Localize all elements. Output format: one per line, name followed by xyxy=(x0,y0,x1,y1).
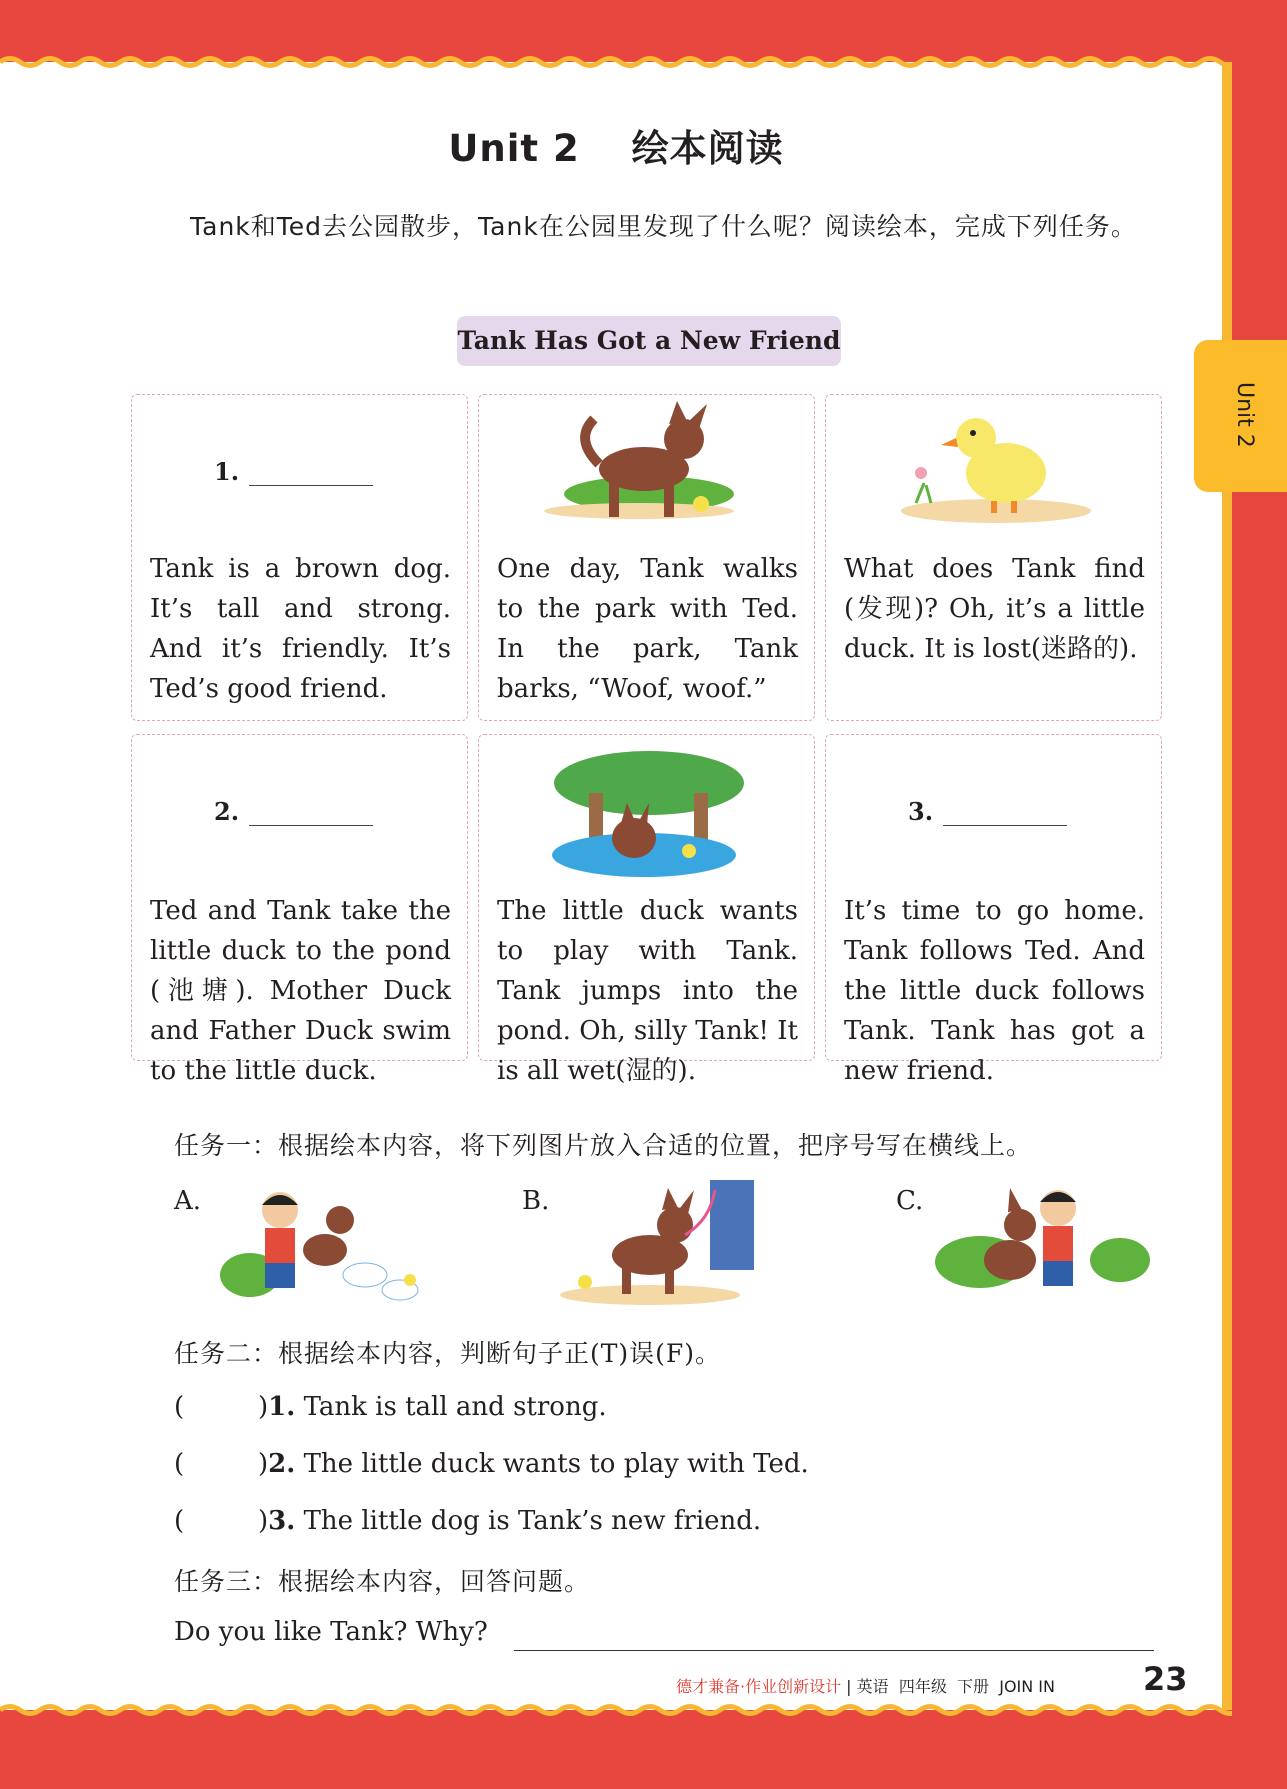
intro-text: Tank和Ted去公园散步，Tank在公园里发现了什么呢？阅读绘本，完成下列任务。 xyxy=(190,212,1137,241)
question-text: Do you like Tank? Why? xyxy=(174,1617,488,1647)
duck-illustration xyxy=(886,403,1096,533)
panel-text: Ted and Tank take the little duck to the pond (池塘). Mother Duck and Father Duck swim to the little duck. xyxy=(150,896,451,1086)
blank-1 xyxy=(214,457,373,486)
tf-answer-blank[interactable]: ( xyxy=(174,1449,185,1479)
tf-item-1: ( )1. Tank is tall and strong. xyxy=(174,1392,607,1422)
tf-item-2: ( )2. The little duck wants to play with Ted. xyxy=(174,1449,809,1479)
footer-grade: 四年级 xyxy=(898,1677,947,1696)
blank-3 xyxy=(908,797,1067,826)
answer-line[interactable] xyxy=(514,1650,1154,1651)
wavy-border-top xyxy=(0,55,1232,69)
story-panel-4 xyxy=(131,734,468,1086)
panel-text: One day, Tank walks to the park with Ted. In the park, Tank barks, “Woof, woof.” xyxy=(497,554,798,704)
page-title: Unit 2 绘本阅读 xyxy=(448,127,784,170)
tf-answer-blank[interactable]: ( xyxy=(174,1392,185,1422)
dog-barking-illustration xyxy=(539,399,739,529)
wavy-border-bottom xyxy=(0,1703,1232,1717)
panel-text: What does Tank find (发现)? Oh, it’s a little duck. It is lost(迷路的). xyxy=(844,554,1145,664)
task-3-instruction: 任务三：根据绘本内容，回答问题。 xyxy=(174,1567,591,1596)
task-1-instruction: 任务一：根据绘本内容，将下列图片放入合适的位置，把序号写在横线上。 xyxy=(174,1131,1033,1160)
footer-brand: 德才兼备·作业创新设计 xyxy=(676,1677,842,1696)
dog-in-pond-illustration xyxy=(549,743,749,883)
footer: 德才兼备·作业创新设计 | 英语 四年级 下册 JOIN IN xyxy=(676,1677,1055,1696)
blank-2 xyxy=(214,797,373,826)
story-panel-6 xyxy=(825,734,1162,1086)
tf-item-3: ( )3. The little dog is Tank’s new friend. xyxy=(174,1506,762,1536)
blank-number: 3. xyxy=(908,797,934,826)
story-panel-2 xyxy=(478,394,815,721)
footer-volume: 下册 xyxy=(957,1677,990,1696)
answer-blank-line[interactable] xyxy=(249,461,373,486)
option-c-label: C. xyxy=(896,1186,924,1216)
option-b-illustration[interactable] xyxy=(560,1180,770,1310)
option-b-label: B. xyxy=(522,1186,550,1216)
blank-number: 2. xyxy=(214,797,240,826)
option-c-illustration[interactable] xyxy=(930,1180,1150,1310)
panel-text: It’s time to go home. Tank follows Ted. And the little duck follows Tank. Tank has got a new friend. xyxy=(844,896,1145,1086)
story-panel-5 xyxy=(478,734,815,1086)
unit-side-tab-label: Unit 2 xyxy=(1232,382,1257,448)
footer-subject: 英语 xyxy=(856,1677,889,1696)
task-2-instruction: 任务二：根据绘本内容，判断句子正(T)误(F)。 xyxy=(174,1339,722,1368)
answer-blank-line[interactable] xyxy=(943,801,1067,826)
option-a-illustration[interactable] xyxy=(210,1180,430,1310)
story-title: Tank Has Got a New Friend xyxy=(457,316,841,366)
story-panel-3 xyxy=(825,394,1162,721)
tf-answer-blank[interactable]: ( xyxy=(174,1506,185,1536)
story-panel-1 xyxy=(131,394,468,721)
panel-text: Tank is a brown dog. It’s tall and strong. And it’s friendly. It’s Ted’s good friend. xyxy=(150,554,451,704)
blank-number: 1. xyxy=(214,457,240,486)
footer-series: JOIN IN xyxy=(999,1677,1055,1696)
panel-text: The little duck wants to play with Tank. Tank jumps into the pond. Oh, silly Tank! It is all wet(湿的). xyxy=(497,896,798,1086)
answer-blank-line[interactable] xyxy=(249,801,373,826)
unit-side-tab xyxy=(1194,340,1287,492)
page-number: 23 xyxy=(1143,1660,1188,1698)
option-a-label: A. xyxy=(174,1186,202,1216)
